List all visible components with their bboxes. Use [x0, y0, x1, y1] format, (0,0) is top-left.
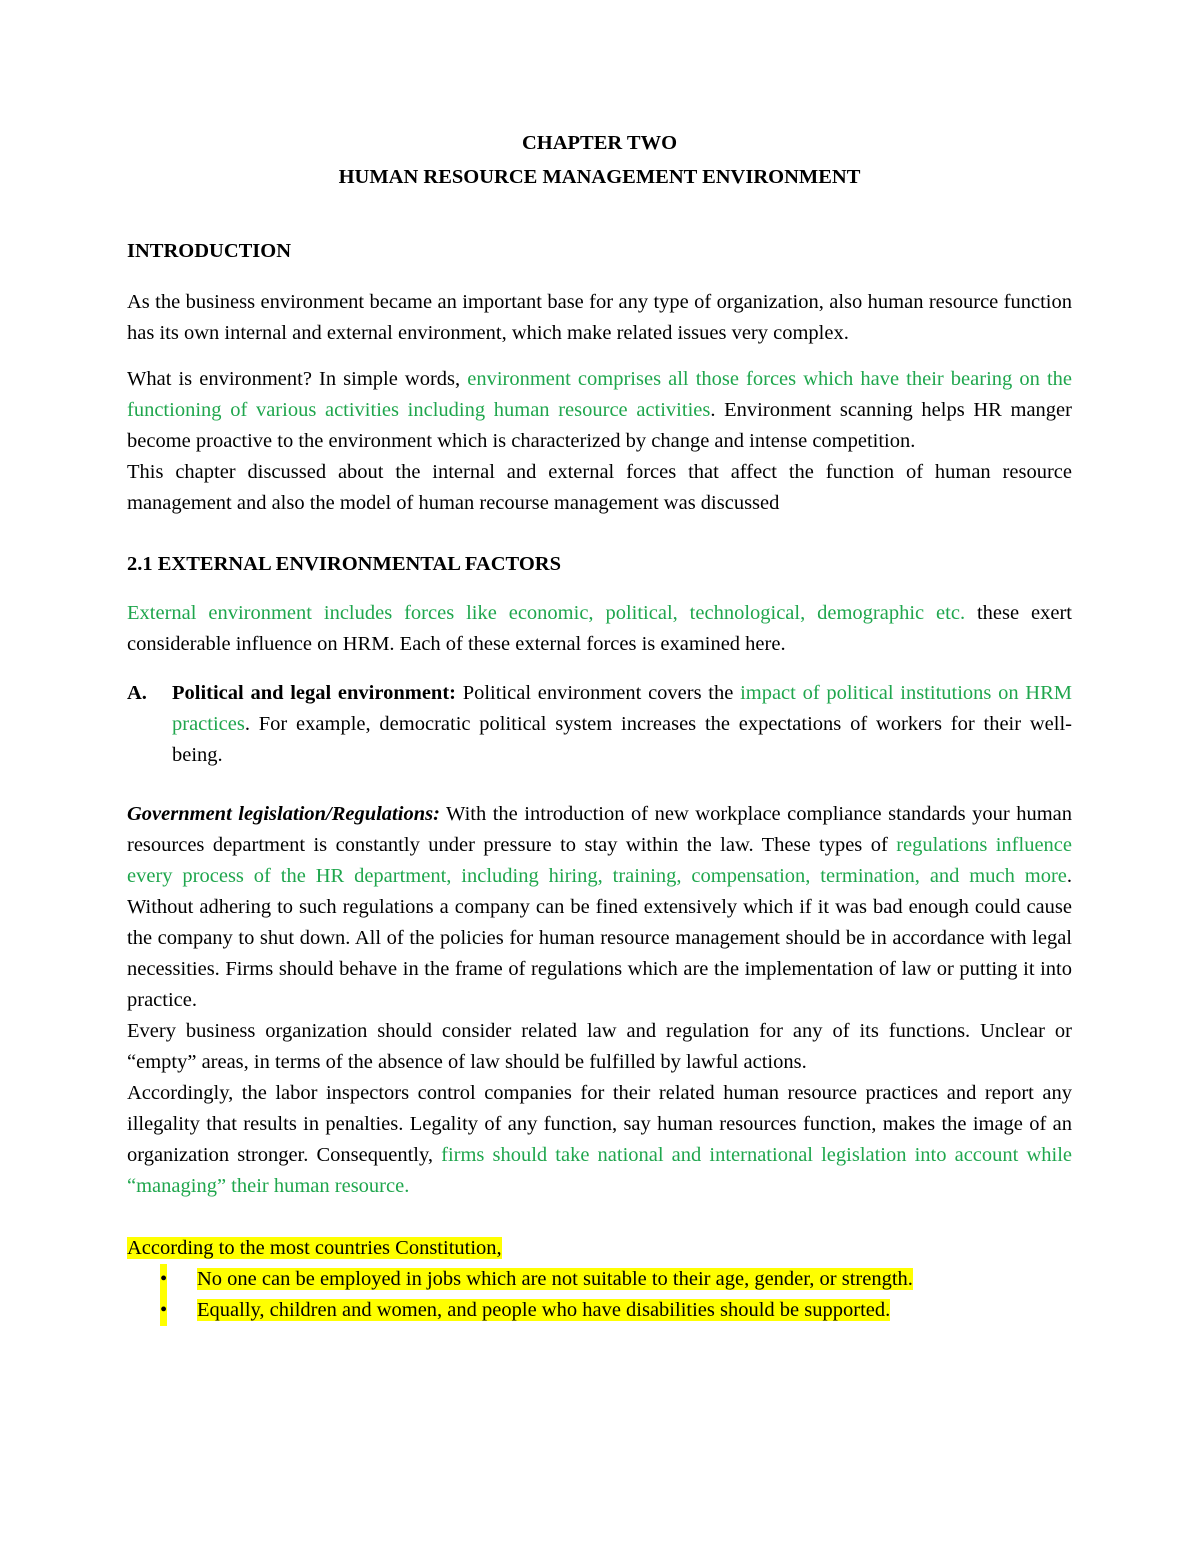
business-organization-paragraph: Every business organization should consider related law and regulation for any of its functions. Unclear or “empty” areas, in terms of the absence of law should be fulfilled by lawful actions.: [127, 1020, 1072, 1073]
environment-definition: environment comprises all those forces which have their bearing on the functioning of various activities including human resource activities: [127, 368, 1072, 421]
chapter-title: HUMAN RESOURCE MANAGEMENT ENVIRONMENT: [338, 166, 861, 188]
government-paragraph: [127, 799, 1072, 1016]
intro-paragraph-2: [127, 364, 1072, 457]
regulations-highlight: regulations influence every process of the HR department, including hiring, training, compensation, termination, and much more: [127, 834, 1072, 887]
bullet-text: No one can be employed in jobs which are not suitable to their age, gender, or strength.: [197, 1268, 913, 1290]
item-a-label: Political and legal environment:: [172, 682, 456, 704]
intro-p2-text: What is environment? In simple words,: [127, 368, 468, 390]
intro-p2-text-after: . Environment scanning helps HR manger become proactive to the environment which is characterized by change and intense competition.: [127, 399, 1072, 452]
external-environment-definition: External environment includes forces like economic, political, technological, demographic etc.: [127, 602, 966, 624]
intro-heading: INTRODUCTION: [127, 240, 292, 262]
constitution-list: [127, 1264, 1072, 1326]
list-item: [127, 1264, 1072, 1295]
constitution-lead: [127, 1233, 1072, 1264]
chapter-number: CHAPTER TWO: [521, 132, 678, 154]
list-item: [127, 1295, 1072, 1326]
list-item-a: [127, 678, 1072, 771]
intro-paragraph-3: This chapter discussed about the internal and external forces that affect the function of human resource management and also the model of human recourse management was discussed: [127, 461, 1072, 514]
item-a-highlight: impact of political institutions on HRM practices: [172, 682, 1073, 735]
legislation-highlight: firms should take national and international legislation into account while “managing” their human resource.: [127, 1144, 1073, 1197]
government-text-after: . Without adhering to such regulations a company can be fined extensively which if it was bad enough could cause the company to shut down. All of the policies for human resource management should be in accordance with legal necessities. Firms should behave in the frame of regulations which are the implementation of law or putting it into practice.: [127, 865, 1072, 1011]
bullet-icon: •: [160, 1295, 167, 1326]
section-heading: 2.1 EXTERNAL ENVIRONMENTAL FACTORS: [127, 553, 561, 575]
labor-text: Accordingly, the labor inspectors control companies for their related human resource practices and report any illegality that results in penalties. Legality of any function, say human resources function, makes the image of an organization stronger. Consequently,: [127, 1082, 1072, 1166]
constitution-lead-text: According to the most countries Constitution,: [127, 1237, 502, 1259]
bullet-icon: •: [160, 1264, 167, 1295]
item-a-text-after: . For example, democratic political system increases the expectations of workers for their well-being.: [172, 713, 1072, 766]
intro-paragraph-1: As the business environment became an important base for any type of organization, also human resource function has its own internal and external environment, which make related issues very complex.: [127, 291, 1072, 344]
list-marker: A.: [127, 682, 147, 704]
government-label: Government legislation/Regulations:: [127, 803, 440, 825]
document-body: [127, 128, 1072, 1326]
section-paragraph: [127, 598, 1072, 660]
item-a-text: Political environment covers the: [455, 682, 741, 704]
government-text: With the introduction of new workplace compliance standards your human resources department is constantly under pressure to stay within the law. These types of: [127, 803, 1072, 856]
labor-inspectors-paragraph: [127, 1078, 1072, 1202]
section-paragraph-text: these exert considerable influence on HRM. Each of these external forces is examined here.: [127, 602, 1072, 655]
bullet-text: Equally, children and women, and people who have disabilities should be supported.: [197, 1299, 891, 1321]
